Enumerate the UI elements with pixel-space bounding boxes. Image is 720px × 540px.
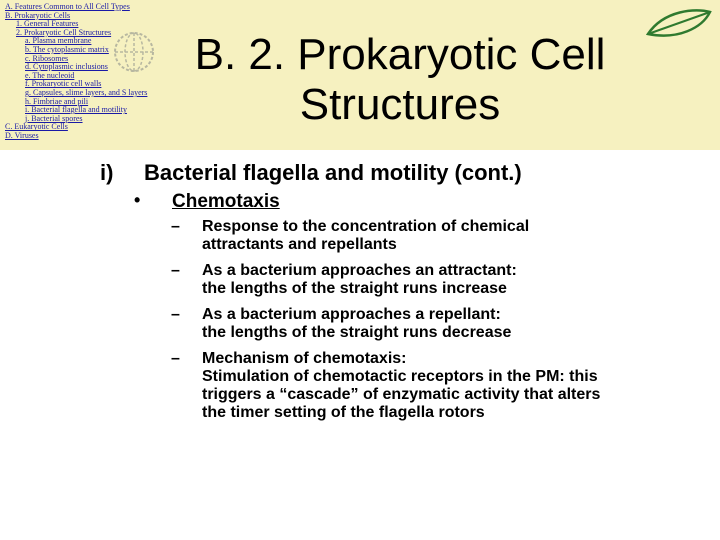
nav-link-capsules[interactable]: g. Capsules, slime layers, and S layers bbox=[25, 87, 148, 97]
nav-link-ribosomes[interactable]: c. Ribosomes bbox=[25, 53, 69, 63]
page-title: B. 2. Prokaryotic Cell Structures bbox=[194, 30, 606, 129]
subpoint-marker: – bbox=[171, 350, 180, 367]
subpoint-text: As a bacterium approaches an attractant: the lengths of the straight runs increase bbox=[202, 262, 517, 297]
bullet-item bbox=[0, 190, 720, 214]
subheading-text: Bacterial flagella and motility (cont.) bbox=[144, 160, 522, 185]
subpoint-text: Mechanism of chemotaxis: Stimulation of chemotactic receptors in the PM: this triggers a “cascade” of enzymatic activity that alters the timer setting of the flagella rotors bbox=[202, 350, 601, 421]
nav-link-nucleoid[interactable]: e. The nucleoid bbox=[25, 70, 75, 80]
nav-link-cytoplasmic-matrix[interactable]: b. The cytoplasmic matrix bbox=[25, 44, 109, 54]
section-subheading bbox=[0, 160, 720, 190]
nav-link-bacterial-spores[interactable]: j. Bacterial spores bbox=[25, 113, 83, 123]
subpoint-marker: – bbox=[171, 262, 180, 279]
bullet-text: Chemotaxis bbox=[172, 191, 280, 212]
nav-link-cytoplasmic-inclusions[interactable]: d. Cytoplasmic inclusions bbox=[25, 62, 108, 72]
nav-link-flagella-motility[interactable]: i. Bacterial flagella and motility bbox=[25, 105, 127, 115]
subpoint-marker: – bbox=[171, 306, 180, 323]
nav-link-prokaryotic-structures[interactable]: 2. Prokaryotic Cell Structures bbox=[16, 27, 112, 37]
leaf-icon bbox=[644, 6, 714, 40]
nav-link-viruses[interactable]: D. Viruses bbox=[5, 130, 39, 140]
subheading-marker: i) bbox=[100, 160, 114, 185]
nav-link-fimbriae-pili[interactable]: h. Fimbriae and pili bbox=[25, 96, 89, 106]
nav-link-cell-walls[interactable]: f. Prokaryotic cell walls bbox=[25, 79, 102, 89]
nav-link-features-common[interactable]: A. Features Common to All Cell Types bbox=[5, 2, 130, 11]
nav-link-plasma-membrane[interactable]: a. Plasma membrane bbox=[25, 36, 92, 46]
nav-link-general-features[interactable]: 1. General Features bbox=[16, 19, 79, 29]
subpoint-marker: – bbox=[171, 218, 180, 235]
nav-link-prokaryotic-cells[interactable]: B. Prokaryotic Cells bbox=[5, 10, 71, 20]
subpoint-text: Response to the concentration of chemical attractants and repellants bbox=[202, 218, 530, 253]
subpoint-text: As a bacterium approaches a repellant: the lengths of the straight runs decrease bbox=[202, 306, 512, 341]
bullet-marker: • bbox=[134, 190, 141, 210]
nav-link-eukaryotic-cells[interactable]: C. Eukaryotic Cells bbox=[5, 122, 68, 132]
outline-nav bbox=[5, 3, 147, 141]
